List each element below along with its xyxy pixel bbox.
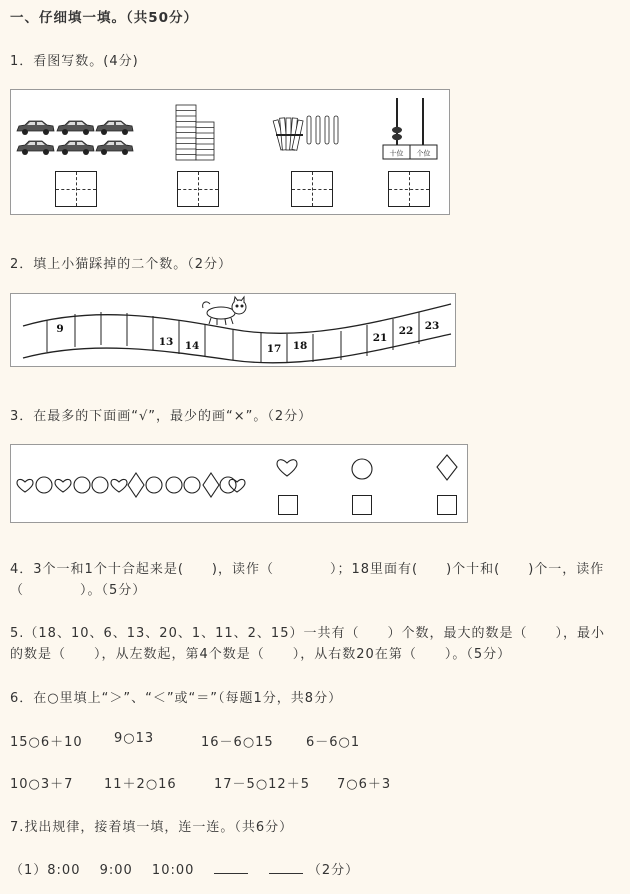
circle-icon [184,477,200,493]
q2-figure [10,293,456,367]
comparison-item[interactable]: 9○13 [114,731,155,746]
q4-text: 4．3个一和1个十合起来是( )，读作（ ）；18里面有( )个十和( )个一，读作（ ）。（5分） [10,562,605,598]
q6-text: 6．在○里填上“＞”、“＜”或“＝”（每题1分，共8分） [10,691,343,706]
diamond-icon [203,473,219,497]
circle-icon [146,477,162,493]
diamond-icon [437,455,457,480]
heart-icon [277,460,297,476]
abacus-label-tens: 十位 [389,149,404,158]
strip-number: 14 [184,340,200,352]
comparison-item[interactable]: 7○6＋3 [337,777,392,792]
answer-box-abacus[interactable] [388,171,430,207]
answer-square-diamond[interactable] [437,495,457,515]
comparison-item[interactable]: 10○3＋7 [10,777,74,792]
car-icon [17,121,133,155]
comparison-item[interactable]: 17－5○12＋5 [214,777,310,792]
heart-icon [55,479,71,492]
shapes-row [11,445,467,522]
section-title: 一、仔细填一填。（共50分） [10,10,199,26]
strip-number: 9 [56,323,64,335]
circle-icon [166,477,182,493]
answer-blank[interactable] [269,861,303,874]
circle-icon [352,459,372,479]
abacus-label-ones: 个位 [416,149,431,158]
comparison-item[interactable]: 11＋2○16 [104,777,177,792]
circle-icon [74,477,90,493]
answer-box-sticks[interactable] [291,171,333,207]
strip-number: 13 [158,336,174,348]
answer-square-heart[interactable] [278,495,298,515]
strip-number: 21 [372,332,388,344]
q3-figure [10,444,468,523]
q5-text: 5.（18、10、6、13、20、1、11、2、15）一共有（ ）个数，最大的数是（ ），最小的数是（ ），从左数起，第4个数是（ ），从右数20在第（ ）。（5分） [10,626,605,662]
q1-figure [10,89,450,215]
number-strip [11,294,455,366]
q7-part1-sequence: （1）8:00 9:00 10:00 [10,863,195,878]
strip-number: 17 [266,343,282,355]
cube-stack-icon [176,105,214,160]
answer-box-cars[interactable] [55,171,97,207]
comparison-item[interactable]: 15○6＋10 [10,735,83,750]
answer-square-circle[interactable] [352,495,372,515]
q1-text: 1．看图写数。(4分) [10,54,139,69]
comparison-item[interactable]: 6－6○1 [306,735,361,750]
abacus-icon [383,98,437,159]
strip-number: 22 [398,325,414,337]
circle-icon [36,477,52,493]
diamond-icon [128,473,144,497]
q7-part1-score: （2分） [307,863,360,878]
comparison-item[interactable]: 16－6○15 [201,735,274,750]
heart-icon [229,479,245,492]
q3-text: 3．在最多的下面画“√”，最少的画“×”。（2分） [10,409,313,424]
circle-icon [92,477,108,493]
strip-number: 18 [292,340,308,352]
strip-number: 23 [424,320,440,332]
heart-icon [17,479,33,492]
q7-text: 7.找出规律，接着填一填，连一连。（共6分） [10,820,294,835]
answer-blank[interactable] [214,861,248,874]
cat-icon [203,297,246,325]
answer-box-cubes[interactable] [177,171,219,207]
q2-text: 2．填上小猫踩掉的二个数。（2分） [10,257,233,272]
stick-bundle-icon [273,116,338,150]
q7-part1 [10,859,359,878]
heart-icon [111,479,127,492]
